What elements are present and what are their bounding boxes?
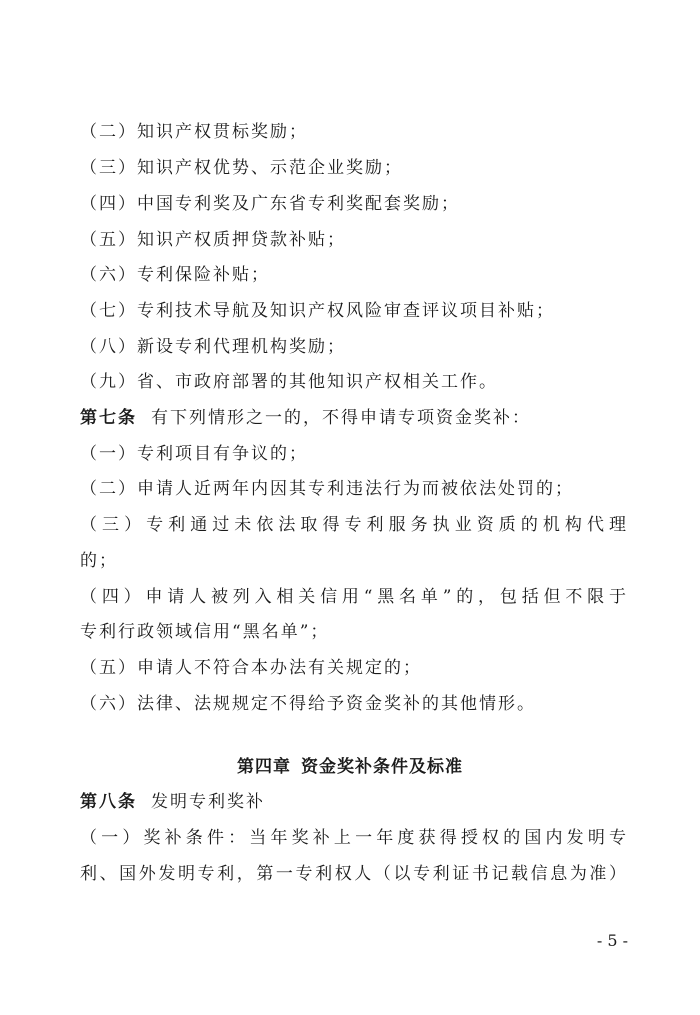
list-item: （三）专利通过未依法取得专利服务执业资质的机构代理	[80, 515, 628, 535]
article-8-title: 发明专利奖补	[151, 792, 265, 812]
paragraph-line: 利、国外发明专利，第一专利权人（以专利证书记载信息为准）	[80, 864, 628, 884]
list-item: （六）法律、法规规定不得给予资金奖补的其他情形。	[80, 694, 536, 714]
paragraph-line: （一）奖补条件：当年奖补上一年度获得授权的国内发明专	[80, 828, 628, 848]
article-8-heading	[80, 787, 628, 817]
list-item: （二）申请人近两年内因其专利违法行为而被依法处罚的；	[80, 479, 574, 499]
list-item: （三）知识产权优势、示范企业奖励；	[80, 158, 403, 178]
list-item: （六）专利保险补贴；	[80, 265, 270, 285]
article-7-paragraph	[80, 403, 628, 433]
list-item: （一）专利项目有争议的；	[80, 444, 308, 464]
chapter-heading	[0, 751, 700, 783]
article-8-label: 第八条	[80, 792, 137, 812]
list-item-continuation: 专利行政领域信用“黑名单”；	[80, 622, 330, 642]
list-item: （七）专利技术导航及知识产权风险审查评议项目补贴；	[80, 301, 555, 321]
list-item: （五）申请人不符合本办法有关规定的；	[80, 658, 422, 678]
list-item-continuation: 的；	[80, 551, 118, 571]
article-7-label: 第七条	[80, 408, 137, 428]
page-number: - 5 -	[596, 931, 628, 950]
article-7-text: 有下列情形之一的，不得申请专项资金奖补：	[151, 408, 531, 428]
list-item: （二）知识产权贯标奖励；	[80, 122, 308, 142]
list-item: （四）申请人被列入相关信用“黑名单”的，包括但不限于	[80, 587, 628, 607]
list-item: （八）新设专利代理机构奖励；	[80, 337, 346, 357]
list-item: （四）中国专利奖及广东省专利奖配套奖励；	[80, 194, 460, 214]
chapter-title: 资金奖补条件及标准	[301, 757, 463, 777]
list-item: （九）省、市政府部署的其他知识产权相关工作。	[80, 372, 498, 392]
chapter-label: 第四章	[237, 757, 291, 777]
list-item: （五）知识产权质押贷款补贴；	[80, 230, 346, 250]
